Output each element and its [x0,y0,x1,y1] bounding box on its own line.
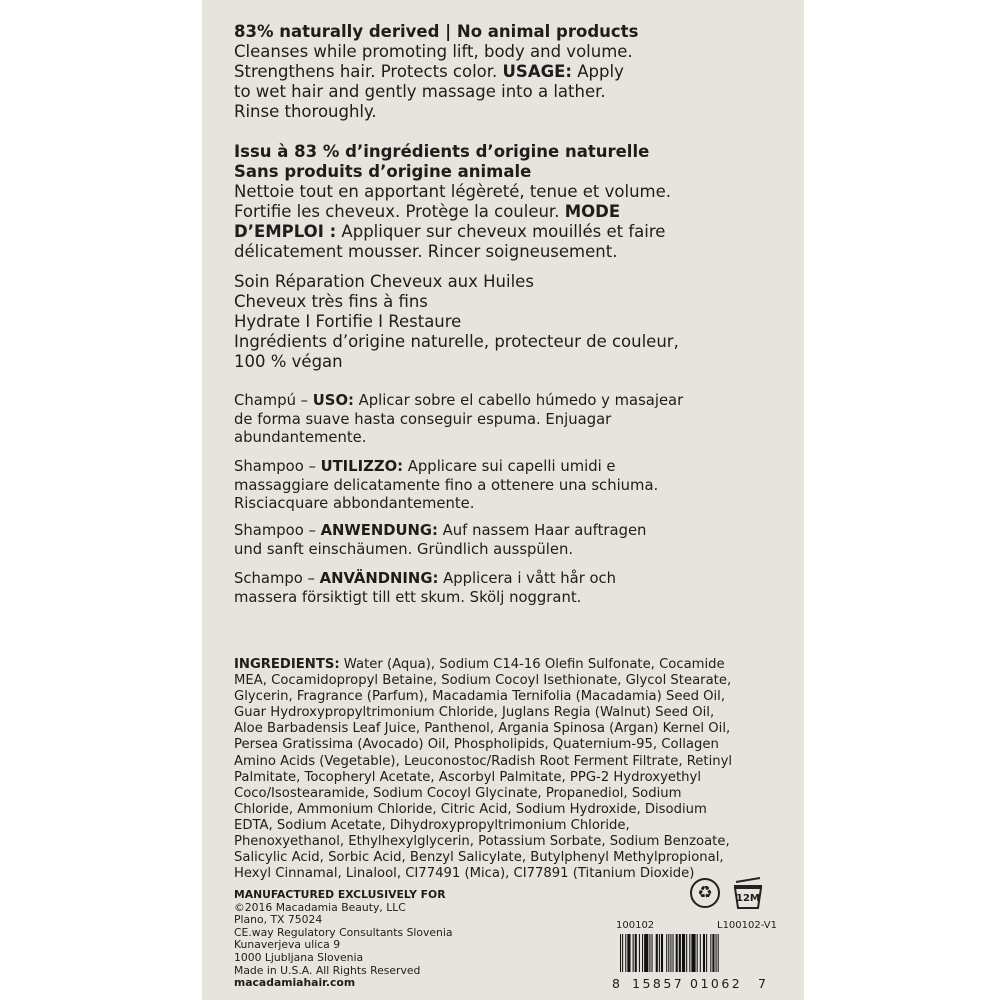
anwendung-label: ANWENDUNG: [320,522,438,539]
italian-prefix: Shampoo – [234,458,321,475]
german-prefix: Shampoo – [234,522,321,539]
ingredients-line: Salicylic Acid, Sorbic Acid, Benzyl Salicylate, Butylphenyl Methylpropional, [234,850,724,866]
french-extra-line: 100 % végan [234,352,343,371]
ingredients-line: Hexyl Cinnamal, Linalool, CI77491 (Mica), CI77891 (Titanium Dioxide) [234,866,695,882]
italian-line [234,458,799,477]
manufacturer-line: Kunaverjeva ulica 9 [234,938,341,952]
ingredients-line: Aloe Barbadensis Leaf Juice, Panthenol, Argania Spinosa (Argan) Kernel Oil, [234,721,731,737]
spanish-line [234,392,799,411]
barcode-bar [644,934,648,972]
german-line: und sanft einschäumen. Gründlich ausspülen. [234,540,574,558]
french-text: Fortifie les cheveux. Protège la couleur. [234,202,565,221]
swedish-text: Applicera i vått hår och [438,570,617,587]
website: macadamiahair.com [234,976,356,990]
barcode-bar [697,934,698,972]
barcode-bar [622,934,623,972]
ingredients-line: Persea Gratissima (Avocado) Oil, Phospholipids, Quaternium-95, Collagen [234,737,719,753]
spanish-section [234,392,799,448]
barcode-bar [652,934,653,972]
french-extra-line: Hydrate I Fortifie I Restaure [234,312,462,331]
barcode-digits: 01062 [690,976,743,991]
ingredients-line: Amino Acids (Vegetable), Leuconostoc/Radish Root Ferment Filtrate, Retinyl [234,753,733,769]
batch-code: L100102-V1 [717,920,777,931]
ingredients-line: Glycerin, Fragrance (Parfum), Macadamia Ternifolia (Macadamia) Seed Oil, [234,689,726,705]
french-heading: Issu à 83 % d’ingrédients d’origine naturelle [234,142,650,161]
barcode-bar [691,934,695,972]
usage-label: USAGE: [502,62,572,81]
english-line: Cleanses while promoting lift, body and volume. [234,42,633,61]
barcode-bar [656,934,658,972]
manufacturer-line: CE.way Regulatory Consultants Slovenia [234,925,453,939]
manufacturer-line: ©2016 Macadamia Beauty, LLC [234,900,406,914]
barcode [620,934,754,972]
french-line [234,222,799,242]
ingredients-line: Palmitate, Tocopheryl Acetate, Ascorbyl Palmitate, PPG-2 Hydroxyethyl [234,769,701,785]
barcode-digit: 8 [612,976,620,991]
german-line [234,522,799,541]
emploi-label: D’EMPLOI : [234,222,337,241]
barcode-bar [710,934,711,972]
spanish-prefix: Champú – [234,392,313,409]
german-text: Auf nassem Haar auftragen [437,522,647,539]
spanish-line: de forma suave hasta conseguir espuma. Enjuagar [234,410,612,428]
barcode-bar [682,934,685,972]
italian-line: Risciacquare abbondantemente. [234,495,475,512]
manufacturer-line: Plano, TX 75024 [234,913,323,927]
barcode-bar [676,934,678,972]
english-line: Rinse thoroughly. [234,102,377,121]
barcode-digits: 15857 [632,976,685,991]
barcode-bar [627,934,630,972]
french-line [234,202,799,222]
swedish-section [234,570,799,607]
german-section [234,522,799,559]
barcode-bar [686,934,687,972]
barcode-bar [620,934,621,972]
french-extra-section [234,272,799,372]
barcode-bar [689,934,690,972]
english-text: Strengthens hair. Protects color. [234,62,503,81]
barcode-bar [706,934,707,972]
ingredients-line: Phenoxyethanol, Ethylhexylglycerin, Potassium Sorbate, Sodium Benzoate, [234,834,730,850]
barcode-bar [639,934,640,972]
english-section [234,22,799,122]
barcode-bar [700,934,701,972]
product-label [202,0,804,1000]
french-heading: Sans produits d’origine animale [234,162,532,181]
utilizzo-label: UTILIZZO: [320,458,404,475]
barcode-bar [635,934,637,972]
french-line: Nettoie tout en apportant légèreté, tenue et volume. [234,182,672,201]
ingredients-line [234,657,794,673]
english-heading: 83% naturally derived | No animal products [234,22,639,41]
anvandning-label: ANVÄNDNING: [319,570,439,587]
manufacturer-line: 1000 Ljubljana Slovenia [234,950,364,964]
barcode-bar [703,934,705,972]
barcode-bar [659,934,660,972]
ingredients-line: Coco/Isostearamide, Sodium Cocoyl Glycinate, Propanediol, Sodium [234,785,682,801]
barcode-bar [633,934,634,972]
barcode-bar [716,934,717,972]
french-extra-line: Soin Réparation Cheveux aux Huiles [234,272,534,291]
uso-label: USO: [312,392,354,409]
swedish-prefix: Schampo – [234,570,320,587]
italian-line: massaggiare delicatamente fino a ottenere una schiuma. [234,476,659,494]
ingredients-text: Water (Aqua), Sodium C14-16 Olefin Sulfonate, Cocamide [339,657,725,672]
english-line: to wet hair and gently massage into a lather. [234,82,606,101]
french-text: Appliquer sur cheveux mouillés et faire [336,222,666,241]
french-line: délicatement mousser. Rincer soigneusement. [234,242,618,261]
ingredients-line: MEA, Cocamidopropyl Betaine, Sodium Cocoyl Isethionate, Glycol Stearate, [234,673,732,689]
french-section [234,142,799,262]
product-code: 100102 [616,920,655,931]
barcode-bar [625,934,626,972]
manufacturer-heading: MANUFACTURED EXCLUSIVELY FOR [234,888,446,901]
french-extra-line: Cheveux très fins à fins [234,292,428,311]
recycle-icon: ♻ [690,878,720,908]
barcode-bar [712,934,714,972]
barcode-bar [642,934,643,972]
barcode-bar [668,934,669,972]
spanish-text: Aplicar sobre el cabello húmedo y masajear [353,392,684,409]
ingredients-line: EDTA, Sodium Acetate, Dihydroxypropyltrimonium Chloride, [234,817,630,833]
barcode-bar [718,934,719,972]
swedish-line: massera försiktigt till ett skum. Skölj noggrant. [234,588,582,606]
spanish-line: abundantemente. [234,429,367,446]
ingredients-line: Chloride, Ammonium Chloride, Citric Acid, Sodium Hydroxide, Disodium [234,801,707,817]
ingredients-line: Guar Hydroxypropyltrimonium Chloride, Juglans Regia (Walnut) Seed Oil, [234,705,715,721]
manufacturer-info [234,889,453,990]
english-line [234,62,799,82]
mode-label: MODE [564,202,621,221]
barcode-bar [673,934,674,972]
barcode-bar [666,934,667,972]
english-text: Apply [572,62,624,81]
barcode-bar [679,934,681,972]
ingredients-label: INGREDIENTS: [234,657,340,672]
italian-text: Applicare sui capelli umidi e [403,458,616,475]
manufacturer-line: Made in U.S.A. All Rights Reserved [234,963,421,977]
italian-section [234,458,799,514]
swedish-line [234,570,799,589]
barcode-bar [661,934,663,972]
french-extra-line: Ingrédients d’origine naturelle, protecteur de couleur, [234,332,679,351]
period-after-opening: 12M [736,893,760,904]
barcode-bar [670,934,671,972]
barcode-digit: 7 [758,976,766,991]
ingredients-section [234,657,794,882]
barcode-bar [649,934,650,972]
